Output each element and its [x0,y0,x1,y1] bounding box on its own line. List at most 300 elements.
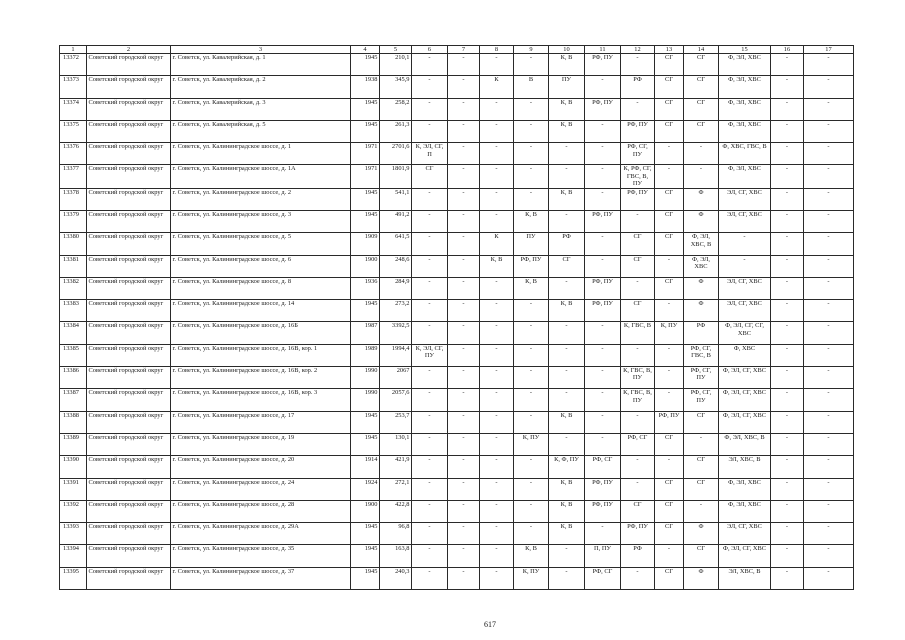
table-cell: РФ, СГ, ГВС, В [684,344,719,366]
table-cell: Советский городской округ [87,188,171,210]
table-cell: - [771,300,804,322]
table-cell: - [585,389,621,411]
table-cell: 1801,9 [380,165,412,188]
table-cell: Советский городской округ [87,233,171,255]
table-cell: - [804,500,854,522]
record-number-cell: 13387 [60,389,87,411]
table-cell: - [480,411,514,433]
record-number-cell: 13384 [60,322,87,344]
table-cell: 130,1 [380,433,412,455]
table-cell: К, В [514,545,549,567]
table-row [60,233,854,255]
table-cell: - [514,389,549,411]
table-cell: К, ГВС, В, ПУ [621,367,655,389]
table-cell: - [514,300,549,322]
table-cell: К, В [549,478,585,500]
address-cell: г. Советск, ул. Калининградское шоссе, д. 1 [171,143,351,165]
table-cell: СГ [621,300,655,322]
table-cell: РФ [549,233,585,255]
column-number-cell: 3 [171,46,351,54]
table-cell: - [412,411,448,433]
address-cell: г. Советск, ул. Калининградское шоссе, д. 3 [171,211,351,233]
record-number-cell: 13390 [60,456,87,478]
table-cell: - [549,143,585,165]
table-cell: Советский городской округ [87,211,171,233]
table-cell: - [514,344,549,366]
table-cell: - [514,165,549,188]
table-cell: СГ [655,478,684,500]
table-cell: 210,1 [380,54,412,76]
column-number-cell: 4 [351,46,380,54]
table-cell: 422,8 [380,500,412,522]
table-cell: - [448,478,480,500]
table-cell: - [655,143,684,165]
table-cell: - [448,120,480,142]
table-cell: К [480,76,514,98]
table-cell: РФ, ПУ [585,54,621,76]
table-cell: - [480,322,514,344]
table-cell: - [412,322,448,344]
table-cell: - [448,411,480,433]
table-cell: - [448,211,480,233]
table-cell: - [804,478,854,500]
table-cell: К, В [514,277,549,299]
table-cell: РФ, СГ, ПУ [684,389,719,411]
column-number-cell: 10 [549,46,585,54]
table-cell: 272,1 [380,478,412,500]
table-cell: - [804,233,854,255]
address-cell: г. Советск, ул. Калининградское шоссе, д. 37 [171,567,351,589]
column-number-cell: 9 [514,46,549,54]
table-cell: К, ЭЛ, СГ, ПУ [412,344,448,366]
table-cell: 1971 [351,165,380,188]
table-cell: - [771,545,804,567]
address-cell: г. Советск, ул. Калининградское шоссе, д. 6 [171,255,351,277]
table-cell: 2701,6 [380,143,412,165]
table-cell: - [448,523,480,545]
table-cell: 1990 [351,389,380,411]
table-row [60,277,854,299]
table-cell: СГ [684,545,719,567]
address-cell: г. Советск, ул. Калининградское шоссе, д. 29А [171,523,351,545]
table-cell: - [549,433,585,455]
table-cell: - [448,98,480,120]
table-cell: К, В [549,188,585,210]
address-cell: г. Советск, ул. Кавалерийская, д. 5 [171,120,351,142]
table-cell: - [549,367,585,389]
table-cell: - [448,389,480,411]
table-cell: - [549,567,585,589]
table-cell: - [804,165,854,188]
table-cell: Ф, ЭЛ, ХВС [719,76,771,98]
table-cell: Советский городской округ [87,389,171,411]
table-cell: Ф, ЭЛ, СГ, ХВС [719,545,771,567]
table-cell: - [412,76,448,98]
table-cell: - [771,233,804,255]
record-number-cell: 13378 [60,188,87,210]
record-number-cell: 13373 [60,76,87,98]
column-number-row [60,46,854,54]
table-cell: - [585,120,621,142]
table-cell: К, В [514,211,549,233]
table-cell: Ф, ЭЛ, СГ, ХВС [719,367,771,389]
table-cell: 284,9 [380,277,412,299]
address-cell: г. Советск, ул. Калининградское шоссе, д. 17 [171,411,351,433]
table-cell: - [480,456,514,478]
table-cell: РФ, СГ, ПУ [684,367,719,389]
table-cell: - [412,367,448,389]
table-cell: СГ [655,188,684,210]
table-cell: РФ, СГ [621,433,655,455]
housing-register-table [59,45,854,590]
record-number-cell: 13393 [60,523,87,545]
table-cell: - [771,456,804,478]
table-cell: РФ, ПУ [621,188,655,210]
record-number-cell: 13389 [60,433,87,455]
table-cell: - [771,567,804,589]
table-cell: - [804,188,854,210]
table-cell: 96,8 [380,523,412,545]
table-cell: 163,8 [380,545,412,567]
record-number-cell: 13394 [60,545,87,567]
table-cell: - [771,255,804,277]
table-cell: 1945 [351,54,380,76]
record-number-cell: 13385 [60,344,87,366]
table-cell: СГ [684,411,719,433]
table-cell: - [412,567,448,589]
table-cell: СГ [655,76,684,98]
table-cell: Советский городской округ [87,456,171,478]
table-cell: СГ [684,456,719,478]
table-cell: - [621,567,655,589]
address-cell: г. Советск, ул. Калининградское шоссе, д. 1А [171,165,351,188]
table-cell: - [585,523,621,545]
table-cell: РФ, ПУ [585,478,621,500]
table-cell: 258,2 [380,98,412,120]
table-cell: ЭЛ, ХВС, В [719,567,771,589]
table-cell: - [480,165,514,188]
table-cell: 491,2 [380,211,412,233]
table-cell: Ф [684,211,719,233]
column-number-cell: 8 [480,46,514,54]
table-cell: - [684,165,719,188]
table-cell: - [480,98,514,120]
table-cell: - [480,500,514,522]
table-cell: К, В [549,98,585,120]
table-cell: Советский городской округ [87,411,171,433]
table-cell: К, ЭЛ, СГ, П [412,143,448,165]
table-cell: Советский городской округ [87,322,171,344]
table-cell: - [655,255,684,277]
table-cell: - [412,523,448,545]
table-cell: Ф, ЭЛ, СГ, ХВС [719,389,771,411]
table-cell: - [585,255,621,277]
column-number-cell: 2 [87,46,171,54]
table-cell: 261,3 [380,120,412,142]
address-cell: г. Советск, ул. Калининградское шоссе, д. 5 [171,233,351,255]
table-cell: ЭЛ, СГ, ХВС [719,211,771,233]
table-cell: СГ [655,211,684,233]
table-cell: - [684,143,719,165]
address-cell: г. Советск, ул. Калининградское шоссе, д. 16Б [171,322,351,344]
table-row [60,367,854,389]
table-cell: - [585,322,621,344]
column-number-cell: 7 [448,46,480,54]
table-cell: - [480,433,514,455]
table-cell: - [585,411,621,433]
table-row [60,478,854,500]
table-cell: 1989 [351,344,380,366]
table-cell: СГ [655,523,684,545]
table-cell: 1936 [351,277,380,299]
table-cell: - [514,322,549,344]
table-cell: - [549,389,585,411]
table-cell: СГ [621,233,655,255]
record-number-cell: 13383 [60,300,87,322]
table-cell: 240,3 [380,567,412,589]
table-cell: - [412,433,448,455]
table-cell: Советский городской округ [87,255,171,277]
table-row [60,211,854,233]
table-cell: 1945 [351,211,380,233]
table-cell: - [448,545,480,567]
table-cell: - [804,344,854,366]
table-cell: К [480,233,514,255]
table-cell: Советский городской округ [87,344,171,366]
table-cell: Ф [684,523,719,545]
address-cell: г. Советск, ул. Калининградское шоссе, д. 24 [171,478,351,500]
table-cell: Ф, ЭЛ, ХВС [719,165,771,188]
address-cell: г. Советск, ул. Калининградское шоссе, д. 35 [171,545,351,567]
table-cell: - [448,322,480,344]
table-cell: - [771,54,804,76]
table-row [60,76,854,98]
table-cell: Ф [684,300,719,322]
table-cell: - [771,277,804,299]
table-row [60,188,854,210]
table-cell: - [480,567,514,589]
table-cell: - [412,211,448,233]
table-cell: - [448,367,480,389]
page-number: 617 [484,620,496,629]
table-cell: - [719,255,771,277]
table-cell: - [804,389,854,411]
record-number-cell: 13380 [60,233,87,255]
table-cell: СГ [655,500,684,522]
table-cell: - [448,188,480,210]
table-cell: - [514,188,549,210]
table-cell: ПУ [514,233,549,255]
table-cell: - [549,545,585,567]
table-cell: - [448,300,480,322]
table-cell: - [448,143,480,165]
table-cell: - [804,456,854,478]
table-cell: - [771,500,804,522]
table-cell: Ф [684,277,719,299]
table-cell: - [804,523,854,545]
table-cell: - [480,54,514,76]
table-cell: - [655,367,684,389]
record-number-cell: 13374 [60,98,87,120]
address-cell: г. Советск, ул. Калининградское шоссе, д. 16В, кор. 2 [171,367,351,389]
table-cell: 1945 [351,523,380,545]
table-cell: СГ [655,433,684,455]
address-cell: г. Советск, ул. Кавалерийская, д. 2 [171,76,351,98]
table-cell: 1971 [351,143,380,165]
table-row [60,456,854,478]
table-cell: РФ, СГ [585,567,621,589]
column-number-cell: 11 [585,46,621,54]
table-cell: 248,6 [380,255,412,277]
table-cell: СГ [655,54,684,76]
table-cell: 2067 [380,367,412,389]
table-row [60,322,854,344]
record-number-cell: 13376 [60,143,87,165]
table-cell: - [655,456,684,478]
table-cell: 541,1 [380,188,412,210]
table-cell: Советский городской округ [87,478,171,500]
record-number-cell: 13388 [60,411,87,433]
table-cell: Советский городской округ [87,120,171,142]
column-number-cell: 6 [412,46,448,54]
table-cell: - [412,120,448,142]
address-cell: г. Советск, ул. Калининградское шоссе, д. 28 [171,500,351,522]
table-cell: 421,9 [380,456,412,478]
table-cell: Советский городской округ [87,500,171,522]
table-cell: - [412,300,448,322]
table-cell: К, РФ, СГ, ГВС, В, ПУ [621,165,655,188]
table-cell: Советский городской округ [87,367,171,389]
table-cell: Ф, ЭЛ, ХВС, В [719,433,771,455]
table-row [60,255,854,277]
table-cell: 1909 [351,233,380,255]
table-cell: РФ [621,76,655,98]
table-cell: К, В [549,411,585,433]
table-cell: К, В [549,300,585,322]
table-cell: - [514,120,549,142]
table-cell: - [448,500,480,522]
table-cell: - [621,344,655,366]
table-cell: 1945 [351,120,380,142]
table-cell: 253,7 [380,411,412,433]
table-cell: - [655,344,684,366]
table-cell: - [412,545,448,567]
table-cell: - [448,76,480,98]
table-cell: 3392,5 [380,322,412,344]
table-cell: К, ПУ [655,322,684,344]
table-cell: РФ, ПУ [621,120,655,142]
table-cell: СГ [655,120,684,142]
table-cell: - [585,233,621,255]
table-cell: ЭЛ, СГ, ХВС [719,277,771,299]
table-cell: - [585,188,621,210]
table-cell: - [804,411,854,433]
table-cell: - [621,54,655,76]
table-cell: СГ [412,165,448,188]
table-row [60,344,854,366]
table-cell: - [412,54,448,76]
table-cell: - [771,411,804,433]
address-cell: г. Советск, ул. Калининградское шоссе, д. 14 [171,300,351,322]
table-cell: - [448,255,480,277]
table-cell: - [621,478,655,500]
table-cell: - [448,277,480,299]
table-cell: - [771,367,804,389]
table-cell: Ф, ЭЛ, ХВС [684,255,719,277]
table-cell: Советский городской округ [87,54,171,76]
table-cell: - [480,188,514,210]
column-number-cell: 1 [60,46,87,54]
table-cell: - [514,500,549,522]
record-number-cell: 13392 [60,500,87,522]
column-number-cell: 12 [621,46,655,54]
table-cell: 1938 [351,76,380,98]
table-cell: 1945 [351,188,380,210]
record-number-cell: 13379 [60,211,87,233]
table-cell: - [771,120,804,142]
table-cell: - [655,165,684,188]
table-cell: Ф [684,567,719,589]
address-cell: г. Советск, ул. Калининградское шоссе, д. 20 [171,456,351,478]
table-cell: - [804,300,854,322]
table-row [60,523,854,545]
table-cell: Ф, ЭЛ, ХВС [719,120,771,142]
address-cell: г. Советск, ул. Калининградское шоссе, д. 16В, кор. 1 [171,344,351,366]
table-cell: - [804,143,854,165]
table-cell: 1945 [351,411,380,433]
table-row [60,389,854,411]
table-cell: РФ, ПУ [585,211,621,233]
table-cell: ЭЛ, СГ, ХВС [719,523,771,545]
table-cell: - [480,389,514,411]
table-cell: - [480,545,514,567]
table-cell: - [480,277,514,299]
table-cell: Ф, ЭЛ, ХВС [719,98,771,120]
column-number-cell: 5 [380,46,412,54]
table-cell: П, ПУ [585,545,621,567]
table-cell: К, В [549,523,585,545]
table-cell: Ф, ЭЛ, ХВС, В [684,233,719,255]
table-cell: 1945 [351,567,380,589]
table-cell: 1900 [351,255,380,277]
table-cell: Советский городской округ [87,277,171,299]
column-number-cell: 17 [804,46,854,54]
table-cell: 1924 [351,478,380,500]
table-cell: - [655,545,684,567]
table-cell: РФ [621,545,655,567]
table-cell: - [412,188,448,210]
table-cell: - [549,165,585,188]
table-cell: - [804,76,854,98]
table-row [60,500,854,522]
table-cell: РФ, ПУ [585,277,621,299]
table-cell: - [514,411,549,433]
table-cell: - [549,344,585,366]
table-cell: К, В [549,120,585,142]
table-cell: - [684,500,719,522]
table-cell: РФ, ПУ [585,98,621,120]
table-cell: - [448,344,480,366]
table-cell: - [480,478,514,500]
table-cell: СГ [621,500,655,522]
table-cell: - [412,500,448,522]
table-row [60,54,854,76]
table-cell: - [684,433,719,455]
table-cell: 2057,6 [380,389,412,411]
table-cell: - [719,233,771,255]
table-cell: - [804,98,854,120]
table-row [60,545,854,567]
